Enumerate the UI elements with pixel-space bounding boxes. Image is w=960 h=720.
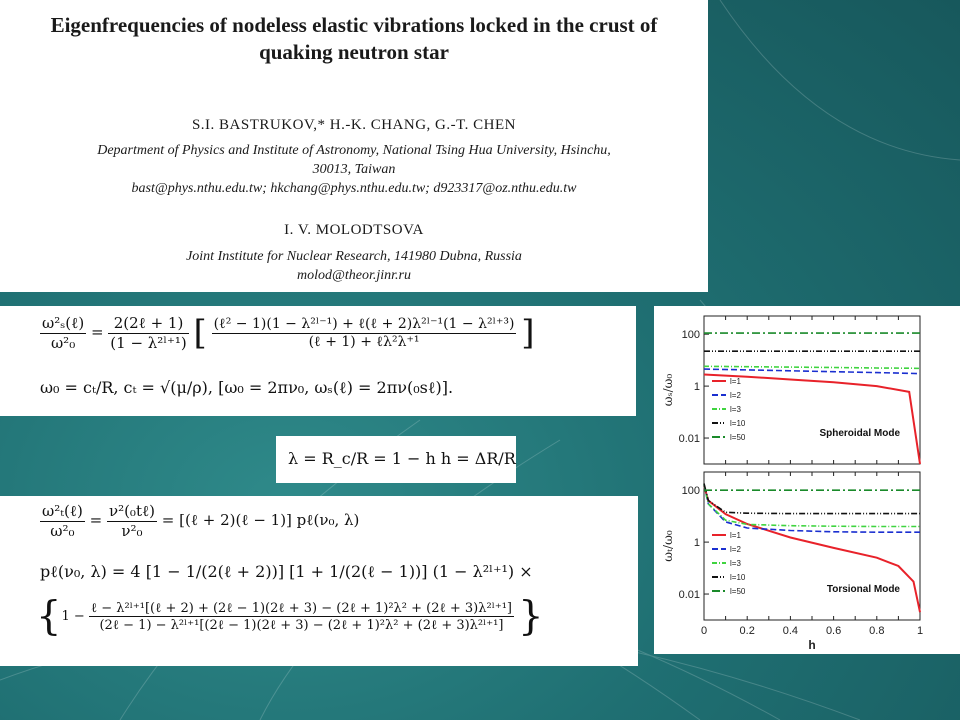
eq3-line3: {1 − ℓ − λ²ˡ⁺¹[(ℓ + 2) + (2ℓ − 1)(2ℓ + 3) − (2ℓ + 1)²λ² + (2ℓ + 3)λ²ˡ⁺¹] (2ℓ − 1) − λ²ˡ⁺¹[(2ℓ − 1)(2ℓ + 3) − (2ℓ + 1)²λ² + (2ℓ + 3)λ²ˡ⁺¹] } [36, 593, 544, 640]
spheroidal-frequency-equation: $\frac{\text{ω²ₛ(ℓ)}}{\text{ω²₀}}$ = $\frac{\text{2(2ℓ + 1)}}{\text{(1 − λ²ˡ⁺¹)}}$ [ $\frac{\text{(ℓ² − 1)(1 − λ²ˡ⁻¹) + ℓ(ℓ + 2)λ²ˡ⁻¹(1 − λ²ˡ⁺³)}}{\text{(ℓ + 1) + ℓλ²λ⁺¹}}$ ] [42, 313, 535, 353]
eq1-mid-numerator: 2(2ℓ + 1) [108, 314, 188, 334]
x-tick-label-2: 0.4 [782, 625, 799, 637]
eigenfrequency-figure [654, 306, 960, 654]
paper-header-panel [0, 0, 708, 292]
y-tick-label-1-0: 100 [681, 485, 700, 498]
eq3-line3-fraction [89, 600, 514, 633]
eq3-lhs-denominator: ω²₀ [50, 522, 75, 540]
x-tick-label-5: 1 [916, 625, 924, 637]
eq3-mid-fraction [107, 502, 157, 540]
paper-title [0, 12, 708, 66]
eq1-lhs-numerator: ω²ₛ(ℓ) [42, 314, 85, 332]
eq3-line3-numerator: ℓ − λ²ˡ⁺¹[(ℓ + 2) + (2ℓ − 1)(2ℓ + 3) − (2ℓ + 1)²λ² + (2ℓ + 3)λ²ˡ⁺¹] [90, 601, 512, 616]
eq3-lhs-numerator: ω²ₜ(ℓ) [42, 502, 83, 520]
legend-label-0-0: l=1 [730, 377, 741, 386]
eq3-mid-denominator: ν²₀ [121, 522, 143, 540]
y-tick-label-0-1: 1 [693, 381, 700, 394]
eq1-lhs-fraction [40, 314, 86, 352]
eq1-rhs-numerator: (ℓ² − 1)(1 − λ²ˡ⁻¹) + ℓ(ℓ + 2)λ²ˡ⁻¹(1 − λ²ˡ⁺³) [213, 315, 515, 332]
affiliation-1-line1: Department of Physics and Institute of Astronomy, National Tsing Hua University, Hsinchu, [97, 143, 611, 158]
legend-label-1-3: l=10 [730, 573, 746, 582]
torsional-equation-panel [0, 496, 638, 666]
authors-group-1: S.I. BASTRUKOV,* H.-K. CHANG, G.-T. CHEN [191, 117, 517, 133]
eq3-line2: pℓ(ν₀, λ) = 4 [1 − 1/(2(ℓ + 2))] [1 + 1/(2(ℓ − 1))] (1 − λ²ˡ⁺¹) × [40, 562, 533, 581]
y-tick-label-0-0: 100 [681, 329, 700, 342]
y-axis-label-1: ωₜ/ω₀ [661, 530, 675, 562]
eq1-rhs-denominator: (ℓ + 1) + ℓλ²λ⁺¹ [308, 333, 420, 350]
y-tick-label-0-2: 0.01 [678, 433, 700, 446]
panel-title-1: Torsional Mode [826, 584, 900, 595]
legend-label-1-1: l=2 [730, 545, 741, 554]
affiliation-2: Joint Institute for Nuclear Research, 141980 Dubna, Russia [186, 249, 522, 264]
legend-label-1-2: l=3 [730, 559, 741, 568]
legend-label-0-4: l=50 [730, 433, 746, 442]
eq1-mid-fraction [108, 314, 188, 352]
legend-label-0-1: l=2 [730, 391, 741, 400]
x-tick-label-0: 0 [700, 625, 708, 637]
legend-label-0-3: l=10 [730, 419, 746, 428]
eigenfrequency-figure-panel [654, 306, 960, 654]
email-group-2: molod@theor.jinr.ru [296, 268, 411, 283]
emails-group-1: bast@phys.nthu.edu.tw; hkchang@phys.nthu.edu.tw; d923317@oz.nthu.edu.tw [131, 181, 577, 196]
series-line-1-l=10 [704, 484, 920, 514]
affiliation-1-line2: 30013, Taiwan [312, 162, 396, 177]
y-axis-label-0: ωₛ/ω₀ [661, 373, 675, 407]
eq3-lhs-fraction [40, 502, 85, 540]
lambda-definition-panel [276, 436, 516, 483]
x-tick-label-1: 0.2 [739, 625, 755, 637]
panel-title-0: Spheroidal Mode [819, 428, 900, 439]
lambda-definition-equation: λ = R_c/R = 1 − h h = ΔR/R [288, 449, 516, 468]
x-axis-label: h [808, 638, 816, 652]
legend-label-1-4: l=50 [730, 587, 746, 596]
x-tick-label-3: 0.6 [825, 625, 842, 637]
eq3-line1-rhs: = [(ℓ + 2)(ℓ − 1)] pℓ(ν₀, λ) [161, 511, 360, 529]
paper-title-line2: quaking neutron star [259, 40, 449, 64]
eq3-line3-denominator: (2ℓ − 1) − λ²ˡ⁺¹[(2ℓ − 1)(2ℓ + 3) − (2ℓ + 1)²λ² + (2ℓ + 3)λ²ˡ⁺¹] [99, 618, 504, 633]
legend-label-0-2: l=3 [730, 405, 741, 414]
torsional-frequency-equation: $\frac{\text{ω²ₜ(ℓ)}}{\text{ω²₀}}$ = $\frac{\text{ν²(₀tℓ)}}{\text{ν²₀}}$ = [(ℓ + 2)(ℓ − 1)] pℓ(ν₀, λ) [42, 502, 360, 540]
spheroidal-equation-panel [0, 306, 636, 416]
eq3-mid-numerator: ν²(₀tℓ) [108, 502, 156, 520]
legend-label-1-0: l=1 [730, 531, 741, 540]
series-line-0-l=2 [704, 369, 920, 374]
series-line-1-l=2 [704, 485, 920, 532]
eq1-lhs-denominator: ω²₀ [50, 334, 76, 352]
series-line-0-l=3 [704, 366, 920, 368]
x-tick-label-4: 0.8 [869, 625, 885, 637]
y-tick-label-1-1: 1 [693, 537, 700, 550]
eq1-mid-denominator: (1 − λ²ˡ⁺¹) [110, 334, 187, 352]
authors-group-2: I. V. MOLODTSOVA [284, 222, 424, 238]
y-tick-label-1-2: 0.01 [678, 589, 700, 602]
paper-title-line1: Eigenfrequencies of nodeless elastic vibrations locked in the crust of [50, 13, 658, 37]
eq1-line2: ω₀ = cₜ/R, cₜ = √(μ/ρ), [ω₀ = 2πν₀, ωₛ(ℓ) = 2πν(₀sℓ)]. [40, 378, 454, 397]
eq1-rhs-fraction [212, 316, 517, 351]
